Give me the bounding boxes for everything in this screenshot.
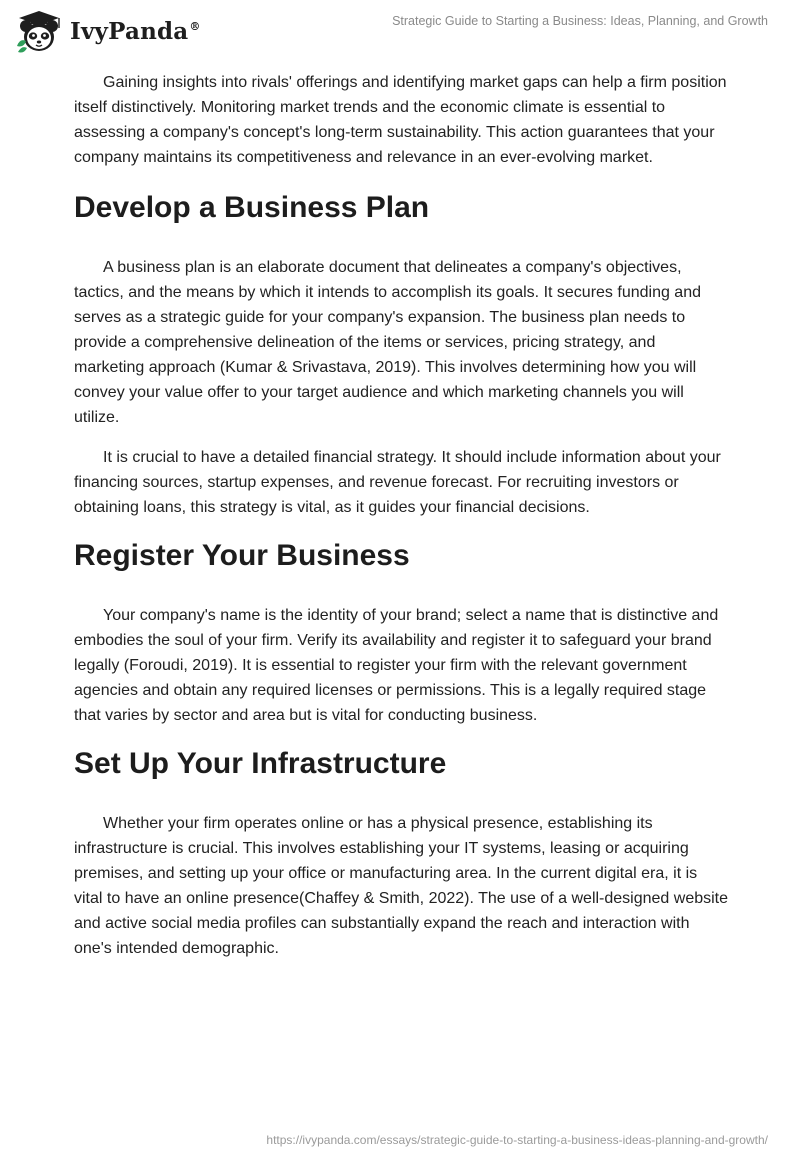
logo-text: IvyPanda® [70,17,201,45]
essay-content [74,70,730,976]
intro-paragraph: Gaining insights into rivals' offerings and identifying market gaps can help a firm position itself distinctively. Monitoring market trends and the economic climate is essential to assessing a company's concept's long-term sustainability. This action guarantees that your company maintains its competitiveness and relevance in an ever-evolving market. [74,74,727,166]
register-business-paragraph: Your company's name is the identity of your brand; select a name that is distinctive and embodies the soul of your firm. Verify its availability and register it to safeguard your brand legally (Foroudi, 2019). It is essential to register your firm with the relevant government agencies and obtain any required licenses or permissions. This is a legally required stage that varies by sector and area but is vital for conducting business. [74,607,719,724]
page-header [0,0,800,60]
business-plan-paragraph-2: It is crucial to have a detailed financial strategy. It should include information about your financing sources, startup expenses, and revenue forecast. For recruiting investors or obtaining loans, this strategy is vital, as it guides your financial decisions. [74,449,721,516]
section-heading-develop-business-plan: Develop a Business Plan [74,191,430,224]
document-title: Strategic Guide to Starting a Business: Ideas, Planning, and Growth [392,14,768,28]
infrastructure-paragraph: Whether your firm operates online or has a physical presence, establishing its infrastructure is crucial. This involves establishing your IT systems, leasing or acquiring premises, and setting up your office or manufacturing area. In the current digital era, it is vital to have an online presence(Chaffey & Smith, 2022). The use of a well-designed website and active social media profiles can substantially expand the reach and interaction with one's intended demographic. [74,815,729,957]
business-plan-paragraph-1: A business plan is an elaborate document that delineates a company's objectives, tactics, and the means by which it intends to accomplish its goals. It secures funding and serves as a strategic guide for your company's expansion. The business plan needs to provide a comprehensive delineation of the items or services, pricing strategy, and marketing approach (Kumar & Srivastava, 2019). This involves determining how you will convey your value offer to your target audience and which marketing channels you will utilize. [74,259,701,426]
footer-source-url[interactable]: https://ivypanda.com/essays/strategic-guide-to-starting-a-business-ideas-planning-and-growth/ [266,1133,768,1147]
section-heading-register-business: Register Your Business [74,539,410,572]
panda-graduation-cap-icon [14,8,64,54]
section-heading-setup-infrastructure: Set Up Your Infrastructure [74,747,447,780]
ivypanda-logo[interactable] [14,8,201,54]
